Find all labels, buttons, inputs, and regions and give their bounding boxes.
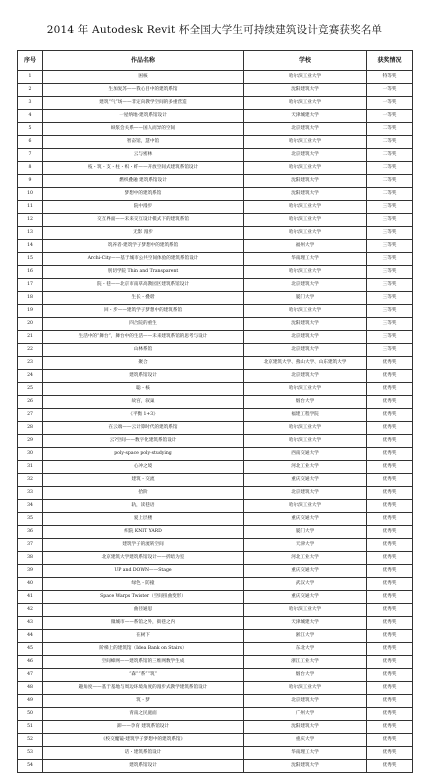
table-row (18, 162, 413, 175)
cell-work-name: 生长・叠谐 (43, 292, 244, 305)
table-row (18, 149, 413, 162)
cell-school: 河北工业大学 (244, 461, 367, 474)
cell-award: 二等奖 (367, 162, 413, 175)
cell-number: 44 (18, 630, 43, 643)
cell-number: 30 (18, 448, 43, 461)
cell-award: 优秀奖 (367, 526, 413, 539)
table-header-row (18, 51, 413, 71)
cell-award: 优秀奖 (367, 630, 413, 643)
cell-award: 优秀奖 (367, 682, 413, 695)
cell-school: 华南理工大学 (244, 253, 367, 266)
cell-number: 42 (18, 604, 43, 617)
table-row (18, 279, 413, 292)
cell-number: 45 (18, 643, 43, 656)
table-row (18, 292, 413, 305)
table-row (18, 552, 413, 565)
cell-work-name: 生活中的“舞台”，舞台中的生活——未来建筑系馆的思考与设计 (43, 331, 244, 344)
table-row (18, 721, 413, 734)
cell-school: 沈阳建筑大学 (244, 721, 367, 734)
cell-school: 沈阳建筑大学 (244, 318, 367, 331)
cell-school: 沈阳建筑大学 (244, 175, 367, 188)
cell-school: 哈尔滨工业大学 (244, 136, 367, 149)
cell-number: 43 (18, 617, 43, 630)
table-row (18, 747, 413, 760)
cell-number: 2 (18, 84, 43, 97)
cell-work-name: 山林系馆 (43, 344, 244, 357)
cell-work-name: 枝・筑・支・柱・织・纤——开放空间式建筑系馆设计 (43, 162, 244, 175)
cell-award: 优秀奖 (367, 721, 413, 734)
cell-number: 47 (18, 669, 43, 682)
cell-number: 18 (18, 292, 43, 305)
cell-school: 北京建筑大学 (244, 370, 367, 383)
cell-school: 北京建筑大学、燕山大学、山东建筑大学 (244, 357, 367, 370)
cell-number: 53 (18, 747, 43, 760)
cell-number: 27 (18, 409, 43, 422)
cell-school: 重庆大学 (244, 734, 367, 747)
cell-number: 51 (18, 721, 43, 734)
cell-award: 二等奖 (367, 188, 413, 201)
cell-school: 哈尔滨工业大学 (244, 305, 367, 318)
award-table (17, 50, 413, 773)
cell-number: 39 (18, 565, 43, 578)
table-row (18, 409, 413, 422)
cell-school: 浙江大学 (244, 630, 367, 643)
cell-school: 华南理工大学 (244, 747, 367, 760)
table-row (18, 565, 413, 578)
cell-school: 重庆交通大学 (244, 565, 367, 578)
cell-school: 北京建筑大学 (244, 149, 367, 162)
cell-work-name: 云?空间——数字化建筑系馆设计 (43, 435, 244, 448)
table-row (18, 344, 413, 357)
table-row (18, 383, 413, 396)
cell-work-name: 回・步——建筑学子梦想中的建筑系馆 (43, 305, 244, 318)
cell-number: 14 (18, 240, 43, 253)
cell-work-name: 织院 KNIT YARD (43, 526, 244, 539)
cell-work-name: poly-space poly-studying (43, 448, 244, 461)
table-row (18, 266, 413, 279)
cell-award: 优秀奖 (367, 747, 413, 760)
cell-award: 三等奖 (367, 201, 413, 214)
table-row (18, 422, 413, 435)
cell-work-name: 拾阶 (43, 487, 244, 500)
table-row (18, 760, 413, 773)
cell-work-name: 别切学院 Thin and Transparent (43, 266, 244, 279)
cell-school: 沈阳建筑大学 (244, 84, 367, 97)
header-school: 学校 (244, 51, 367, 71)
cell-school: 北京建筑大学 (244, 695, 367, 708)
cell-work-name: 在树下 (43, 630, 244, 643)
cell-work-name: Space Warps Twister（空间扭曲变形） (43, 591, 244, 604)
cell-award: 优秀奖 (367, 487, 413, 500)
cell-award: 优秀奖 (367, 708, 413, 721)
cell-work-name: 建筑“气”场——非定向教学空间的多重营造 (43, 97, 244, 110)
cell-award: 二等奖 (367, 175, 413, 188)
table-row (18, 227, 413, 240)
cell-award: 优秀奖 (367, 396, 413, 409)
table-row (18, 370, 413, 383)
cell-number: 15 (18, 253, 43, 266)
cell-award: 二等奖 (367, 136, 413, 149)
cell-award: 三等奖 (367, 292, 413, 305)
cell-number: 9 (18, 175, 43, 188)
cell-number: 40 (18, 578, 43, 591)
cell-school: 沈阳建筑大学 (244, 760, 367, 773)
cell-work-name: 院中漫步 (43, 201, 244, 214)
table-row (18, 175, 413, 188)
table-row (18, 110, 413, 123)
cell-award: 优秀奖 (367, 656, 413, 669)
cell-number: 5 (18, 123, 43, 136)
table-row (18, 513, 413, 526)
cell-work-name: 北京建筑大学建筑系馆设计——折暗为室 (43, 552, 244, 565)
cell-award: 三等奖 (367, 266, 413, 279)
cell-work-name: 院・巷——北京市南草高教园区建筑系馆设计 (43, 279, 244, 292)
cell-school: 哈尔滨工业大学 (244, 266, 367, 279)
cell-award: 优秀奖 (367, 643, 413, 656)
table-row (18, 695, 413, 708)
table-row (18, 617, 413, 630)
cell-school: 烟台大学 (244, 396, 367, 409)
cell-number: 54 (18, 760, 43, 773)
cell-work-name: 建筑系馆设计 (43, 760, 244, 773)
table-row (18, 84, 413, 97)
cell-work-name: 曲径通思 (43, 604, 244, 617)
cell-school: 哈尔滨工业大学 (244, 227, 367, 240)
cell-school: 哈尔滨工业大学 (244, 97, 367, 110)
cell-award: 三等奖 (367, 214, 413, 227)
cell-school: 北京建筑大学 (244, 123, 367, 136)
cell-number: 46 (18, 656, 43, 669)
cell-award: 三等奖 (367, 331, 413, 344)
cell-work-name: 在云端——云计算时代的建筑系馆 (43, 422, 244, 435)
cell-work-name: Archi-City——基于城市公共空间体验的建筑系馆设计 (43, 253, 244, 266)
cell-number: 36 (18, 526, 43, 539)
table-row (18, 435, 413, 448)
cell-number: 28 (18, 422, 43, 435)
table-row (18, 136, 413, 149)
cell-school: 天津城建大学 (244, 110, 367, 123)
cell-award: 一等奖 (367, 84, 413, 97)
header-award: 获奖情况 (367, 51, 413, 71)
cell-award: 优秀奖 (367, 539, 413, 552)
cell-number: 33 (18, 487, 43, 500)
table-row (18, 188, 413, 201)
cell-work-name: 《平衡 1+3》 (43, 409, 244, 422)
cell-school: 哈尔滨工业大学 (244, 682, 367, 695)
table-row (18, 630, 413, 643)
cell-number: 11 (18, 201, 43, 214)
cell-school: 哈尔滨工业大学 (244, 383, 367, 396)
header-work-name: 作品名称 (43, 51, 244, 71)
cell-school: 天津大学 (244, 539, 367, 552)
cell-school: 哈尔滨工业大学 (244, 500, 367, 513)
cell-number: 6 (18, 136, 43, 149)
cell-number: 49 (18, 695, 43, 708)
cell-award: 优秀奖 (367, 695, 413, 708)
cell-award: 优秀奖 (367, 617, 413, 630)
cell-work-name: 云与密林 (43, 149, 244, 162)
cell-award: 优秀奖 (367, 409, 413, 422)
cell-award: 三等奖 (367, 279, 413, 292)
cell-work-name: 聪・核 (43, 383, 244, 396)
cell-school: 沈阳建筑大学 (244, 188, 367, 201)
cell-award: 优秀奖 (367, 552, 413, 565)
cell-school: 哈尔滨工业大学 (244, 214, 367, 227)
table-row (18, 396, 413, 409)
cell-school: 武汉大学 (244, 578, 367, 591)
cell-work-name: 筑养者-建筑学子梦想中的建筑系馆 (43, 240, 244, 253)
cell-school: 哈尔滨工业大学 (244, 162, 367, 175)
cell-number: 20 (18, 318, 43, 331)
cell-number: 4 (18, 110, 43, 123)
cell-number: 13 (18, 227, 43, 240)
cell-award: 优秀奖 (367, 578, 413, 591)
cell-number: 31 (18, 461, 43, 474)
table-row (18, 604, 413, 617)
cell-award: 一等奖 (367, 110, 413, 123)
cell-award: 三等奖 (367, 318, 413, 331)
cell-award: 优秀奖 (367, 513, 413, 526)
cell-award: 优秀奖 (367, 370, 413, 383)
cell-number: 10 (18, 188, 43, 201)
cell-school: 北京建筑大学 (244, 279, 367, 292)
cell-school: 福州大学 (244, 240, 367, 253)
cell-award: 一等奖 (367, 97, 413, 110)
cell-number: 16 (18, 266, 43, 279)
cell-award: 三等奖 (367, 227, 413, 240)
cell-award: 优秀奖 (367, 474, 413, 487)
cell-award: 三等奖 (367, 305, 413, 318)
cell-work-name: 青南之民庭面 (43, 708, 244, 721)
cell-school: 浙江工业大学 (244, 656, 367, 669)
table-row (18, 331, 413, 344)
cell-number: 17 (18, 279, 43, 292)
cell-school: 厦门大学 (244, 292, 367, 305)
cell-work-name: 交互界面——未来交互设计模式下的建筑系馆 (43, 214, 244, 227)
cell-award: 优秀奖 (367, 604, 413, 617)
cell-number: 37 (18, 539, 43, 552)
cell-school: 哈尔滨工业大学 (244, 71, 367, 84)
table-row (18, 487, 413, 500)
table-body (18, 71, 413, 773)
cell-number: 7 (18, 149, 43, 162)
cell-work-name: 建筑・交流 (43, 474, 244, 487)
cell-number: 38 (18, 552, 43, 565)
cell-work-name: 一屋纳地-建筑系馆设计 (43, 110, 244, 123)
cell-number: 24 (18, 370, 43, 383)
cell-number: 12 (18, 214, 43, 227)
cell-award: 优秀奖 (367, 669, 413, 682)
cell-work-name: 爱上层楼 (43, 513, 244, 526)
cell-number: 25 (18, 383, 43, 396)
cell-award: 优秀奖 (367, 591, 413, 604)
cell-work-name: 阶梯上的建筑馆（Idea Bank on Stairs） (43, 643, 244, 656)
cell-school: 北京建筑大学 (244, 331, 367, 344)
table-row (18, 669, 413, 682)
table-row (18, 305, 413, 318)
cell-school: 北京建筑大学 (244, 344, 367, 357)
cell-work-name: 心冲之境 (43, 461, 244, 474)
cell-award: 三等奖 (367, 344, 413, 357)
cell-award: 优秀奖 (367, 500, 413, 513)
cell-work-name: 燃织叠融 建筑系馆设计 (43, 175, 244, 188)
cell-school: 重庆交通大学 (244, 591, 367, 604)
cell-number: 34 (18, 500, 43, 513)
cell-school: 福建工程学院 (244, 409, 367, 422)
cell-school: 哈尔滨工业大学 (244, 422, 367, 435)
cell-school: 北京建筑大学 (244, 487, 367, 500)
cell-award: 三等奖 (367, 240, 413, 253)
table-row (18, 578, 413, 591)
cell-work-name: “森”“系”“筑” (43, 669, 244, 682)
header-number: 序号 (18, 51, 43, 71)
cell-work-name: 纵浆会关系——国人而异的空间 (43, 123, 244, 136)
table-row (18, 357, 413, 370)
cell-award: 优秀奖 (367, 760, 413, 773)
cell-work-name: 绿色・防撞 (43, 578, 244, 591)
table-row (18, 708, 413, 721)
cell-number: 48 (18, 682, 43, 695)
cell-school: 河北工业大学 (244, 552, 367, 565)
cell-work-name: 困核 (43, 71, 244, 84)
table-row (18, 474, 413, 487)
cell-award: 优秀奖 (367, 734, 413, 747)
cell-award: 三等奖 (367, 253, 413, 266)
cell-work-name: UP and DOWN——Stage (43, 565, 244, 578)
cell-work-name: 话・建筑系馆设计 (43, 747, 244, 760)
cell-work-name: 智奋馆，慧中馆 (43, 136, 244, 149)
cell-school: 哈尔滨工业大学 (244, 435, 367, 448)
cell-number: 19 (18, 305, 43, 318)
cell-number: 26 (18, 396, 43, 409)
cell-work-name: 轨，读巷语 (43, 500, 244, 513)
cell-number: 8 (18, 162, 43, 175)
cell-award: 优秀奖 (367, 383, 413, 396)
table-row (18, 500, 413, 513)
cell-school: 天津城建大学 (244, 617, 367, 630)
table-row (18, 71, 413, 84)
cell-number: 21 (18, 331, 43, 344)
cell-school: 重庆交通大学 (244, 474, 367, 487)
table-row (18, 682, 413, 695)
cell-number: 35 (18, 513, 43, 526)
cell-award: 优秀奖 (367, 448, 413, 461)
cell-school: 东北大学 (244, 643, 367, 656)
cell-award: 优秀奖 (367, 461, 413, 474)
cell-award: 特等奖 (367, 71, 413, 84)
cell-work-name: 聚合 (43, 357, 244, 370)
cell-work-name: 无影 漫步 (43, 227, 244, 240)
cell-number: 41 (18, 591, 43, 604)
cell-number: 32 (18, 474, 43, 487)
cell-work-name: 生加复苏——我心目中的建筑系馆 (43, 84, 244, 97)
page-title: 2014 年 Autodesk Revit 杯全国大学生可持续建筑设计竞赛获奖名单 (46, 24, 383, 36)
cell-work-name: 筑・梦 (43, 695, 244, 708)
cell-award: 优秀奖 (367, 565, 413, 578)
cell-award: 二等奖 (367, 149, 413, 162)
cell-number: 23 (18, 357, 43, 370)
cell-work-name: 四合院的重生 (43, 318, 244, 331)
table-row (18, 539, 413, 552)
cell-work-name: 故宫，叙巢 (43, 396, 244, 409)
table-row (18, 448, 413, 461)
cell-number: 50 (18, 708, 43, 721)
table-row (18, 201, 413, 214)
table-row (18, 643, 413, 656)
cell-number: 22 (18, 344, 43, 357)
cell-number: 52 (18, 734, 43, 747)
cell-school: 哈尔滨工业大学 (244, 604, 367, 617)
cell-number: 3 (18, 97, 43, 110)
cell-work-name: 《校交魔镜-建筑学子梦想中的建筑系馆》 (43, 734, 244, 747)
cell-school: 烟台大学 (244, 669, 367, 682)
cell-school: 西南交通大学 (244, 448, 367, 461)
cell-work-name: 建筑系馆设计 (43, 370, 244, 383)
table-row (18, 97, 413, 110)
cell-school: 广州大学 (244, 708, 367, 721)
cell-award: 优秀奖 (367, 435, 413, 448)
cell-work-name: 微城市——系馆之外，街巷之内 (43, 617, 244, 630)
cell-school: 重庆交通大学 (244, 513, 367, 526)
table-row (18, 214, 413, 227)
table-row (18, 123, 413, 136)
cell-school: 哈尔滨工业大学 (244, 201, 367, 214)
cell-award: 优秀奖 (367, 422, 413, 435)
cell-work-name: 卸——孕育 建筑系馆设计 (43, 721, 244, 734)
cell-number: 1 (18, 71, 43, 84)
table-row (18, 591, 413, 604)
cell-work-name: 趣角度——基于基地与周边环境角度的漫步式教学建筑系馆设计 (43, 682, 244, 695)
cell-work-name: 梦想中的建筑系馆 (43, 188, 244, 201)
table-row (18, 734, 413, 747)
cell-work-name: 空间蜂网——建筑系馆的三维网数学生成 (43, 656, 244, 669)
table-row (18, 461, 413, 474)
table-row (18, 318, 413, 331)
cell-school: 厦门大学 (244, 526, 367, 539)
cell-award: 二等奖 (367, 123, 413, 136)
cell-award: 优秀奖 (367, 357, 413, 370)
cell-work-name: 建筑学子的流转空间 (43, 539, 244, 552)
table-row (18, 526, 413, 539)
cell-number: 29 (18, 435, 43, 448)
table-row (18, 253, 413, 266)
table-row (18, 240, 413, 253)
table-row (18, 656, 413, 669)
